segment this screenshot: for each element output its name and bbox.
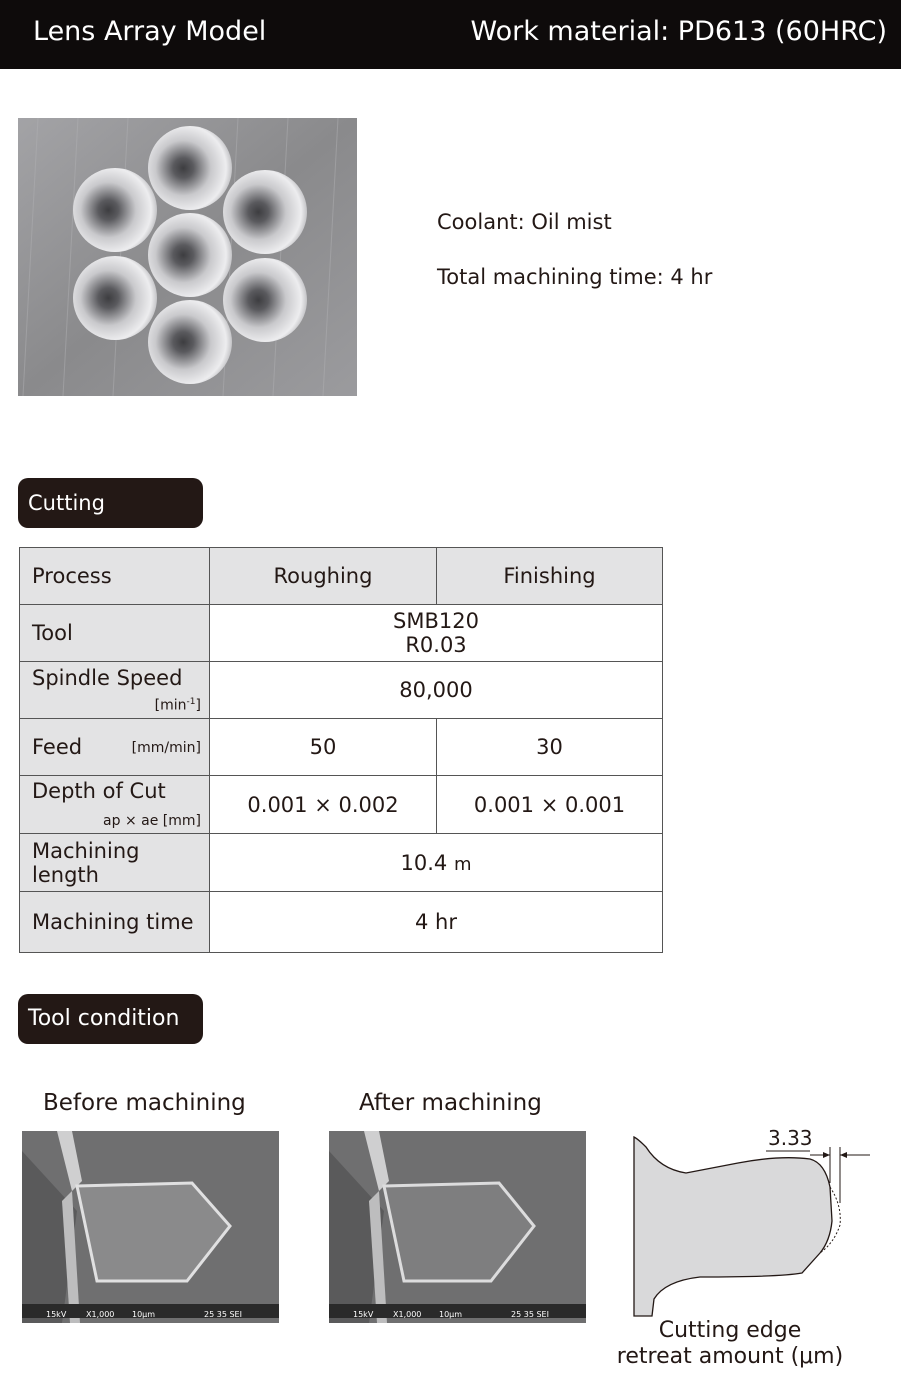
table-row-header	[20, 548, 663, 605]
tool-label: Tool	[20, 605, 210, 662]
cutting-condition-heading: Cutting	[18, 478, 203, 528]
feed-label-cell	[20, 719, 210, 776]
depth-label-cell	[20, 776, 210, 834]
coolant-info: Coolant: Oil mist	[437, 210, 612, 234]
work-material: Work material: PD613 (60HRC)	[470, 16, 887, 47]
depth-unit: ap × ae [mm]	[103, 813, 201, 829]
retreat-caption-line2: retreat amount (μm)	[616, 1344, 844, 1369]
retreat-caption	[580, 1318, 880, 1370]
depth-roughing: 0.001 × 0.002	[210, 776, 437, 834]
finishing-header: Finishing	[437, 548, 663, 605]
depth-label: Depth of Cut	[32, 779, 166, 803]
cutting-condition-table	[19, 547, 663, 953]
feed-label: Feed	[32, 735, 83, 759]
sem-mag: X1,000	[393, 1310, 422, 1319]
length-unit: m	[453, 853, 472, 875]
sem-kv: 15kV	[46, 1310, 67, 1319]
before-caption: Before machining	[43, 1090, 246, 1116]
spindle-label-cell	[20, 662, 210, 719]
time-label: Machining time	[20, 892, 210, 953]
table-row-tool	[20, 605, 663, 662]
retreat-value: 3.33	[768, 1126, 813, 1150]
spindle-value: 80,000	[210, 662, 663, 719]
feed-unit: [mm/min]	[131, 740, 201, 756]
lens-array-photo	[18, 118, 357, 396]
spindle-unit: $[\min^{-1}]$	[154, 697, 201, 714]
tool-condition-heading: Tool condition	[18, 994, 203, 1044]
spindle-label: Spindle Speed	[32, 666, 183, 690]
roughing-header: Roughing	[210, 548, 437, 605]
tool-model: SMB120	[393, 609, 479, 633]
tool-profile-diagram	[620, 1125, 880, 1325]
header-bar	[0, 0, 901, 69]
feed-finishing: 30	[437, 719, 663, 776]
sem-code: 25 35 SEI	[204, 1310, 242, 1319]
sem-before-image	[22, 1131, 279, 1323]
table-row-feed	[20, 719, 663, 776]
depth-finishing: 0.001 × 0.001	[437, 776, 663, 834]
table-row-length	[20, 834, 663, 892]
sem-scale: 10μm	[439, 1310, 463, 1319]
tool-radius: R0.03	[405, 633, 467, 657]
sem-after-image	[329, 1131, 586, 1323]
sem-scale: 10μm	[132, 1310, 156, 1319]
table-row-time	[20, 892, 663, 953]
after-caption: After machining	[359, 1090, 542, 1116]
sem-code: 25 35 SEI	[511, 1310, 549, 1319]
tool-value	[210, 605, 663, 662]
retreat-caption-line1: Cutting edge	[658, 1318, 802, 1343]
page-title: Lens Array Model	[33, 16, 267, 47]
table-row-depth	[20, 776, 663, 834]
time-value: 4 hr	[210, 892, 663, 953]
length-label: Machining length	[20, 834, 210, 892]
table-row-spindle	[20, 662, 663, 719]
process-label: Process	[20, 548, 210, 605]
sem-mag: X1,000	[86, 1310, 115, 1319]
length-value: 10.4	[400, 850, 448, 875]
total-time-info: Total machining time: 4 hr	[437, 265, 713, 289]
length-value-cell	[210, 834, 663, 892]
feed-roughing: 50	[210, 719, 437, 776]
sem-kv: 15kV	[353, 1310, 374, 1319]
